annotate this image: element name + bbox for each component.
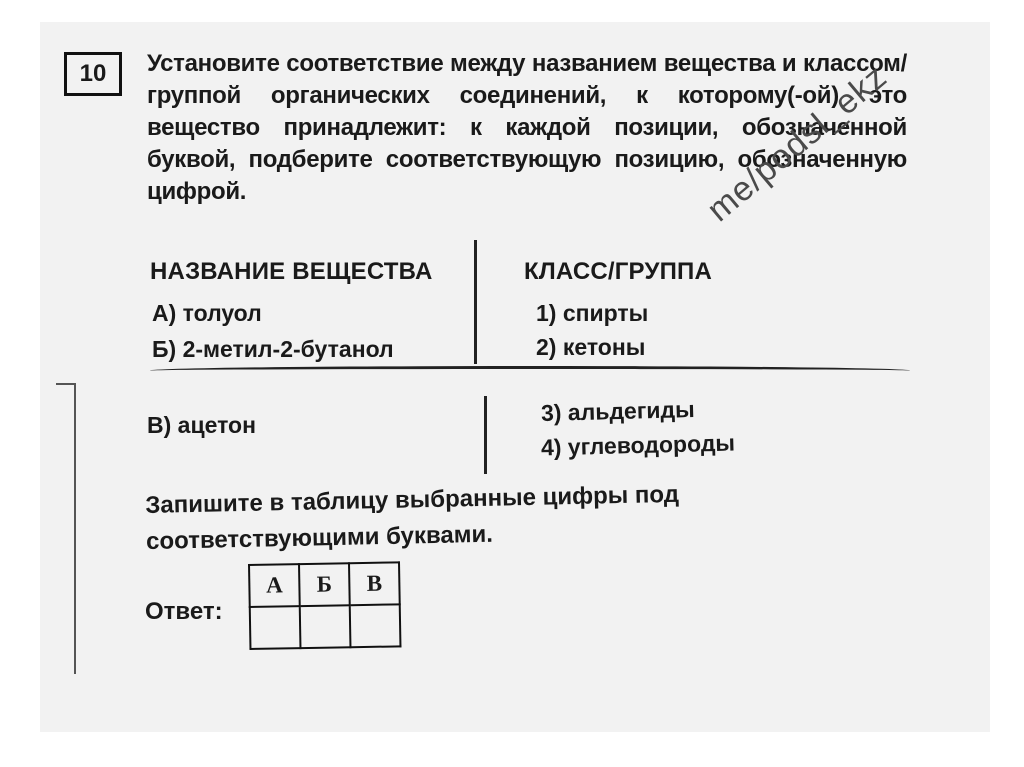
substance-a: А) толуол bbox=[152, 300, 262, 326]
answer-cell-v[interactable] bbox=[350, 604, 401, 647]
instruction-text: Запишите в таблицу выбранные цифры под соответствующими буквами. bbox=[145, 480, 680, 555]
class-1: 1) спирты bbox=[536, 300, 649, 326]
answer-cell-a[interactable] bbox=[250, 606, 301, 649]
page-cut-line bbox=[150, 366, 910, 375]
answer-input-row bbox=[250, 604, 401, 649]
column-divider-upper bbox=[474, 240, 477, 364]
class-3: 3) альдегиды bbox=[540, 395, 696, 427]
answer-table bbox=[248, 561, 401, 650]
answer-label: Ответ: bbox=[145, 598, 223, 625]
class-2: 2) кетоны bbox=[536, 334, 646, 360]
column-divider-lower bbox=[484, 396, 487, 474]
watermark-text: me/podsl_ekz bbox=[700, 57, 895, 230]
answer-header-row bbox=[249, 562, 400, 607]
answer-letter-b: Б bbox=[299, 563, 350, 606]
question-text: Установите соответствие между названием вещества и классом/группой органических соединений, к которому(-ой) это вещество принадлежит: к каждой позиции, обозначенной буквой, подберите соответствующую позицию, обозначенную цифрой. bbox=[147, 50, 907, 205]
class-4: 4) углеводороды bbox=[540, 429, 736, 461]
answer-letter-a: А bbox=[249, 564, 300, 607]
question-number: 10 bbox=[64, 52, 122, 96]
substance-column-header: НАЗВАНИЕ ВЕЩЕСТВА bbox=[150, 258, 433, 285]
class-column-header: КЛАСС/ГРУППА bbox=[524, 258, 713, 285]
answer-letter-v: В bbox=[349, 562, 400, 605]
page-edge bbox=[74, 384, 76, 674]
substance-v: В) ацетон bbox=[147, 412, 256, 438]
page-edge-top bbox=[56, 383, 76, 385]
answer-cell-b[interactable] bbox=[300, 605, 351, 648]
substance-b: Б) 2-метил-2-бутанол bbox=[152, 336, 394, 362]
